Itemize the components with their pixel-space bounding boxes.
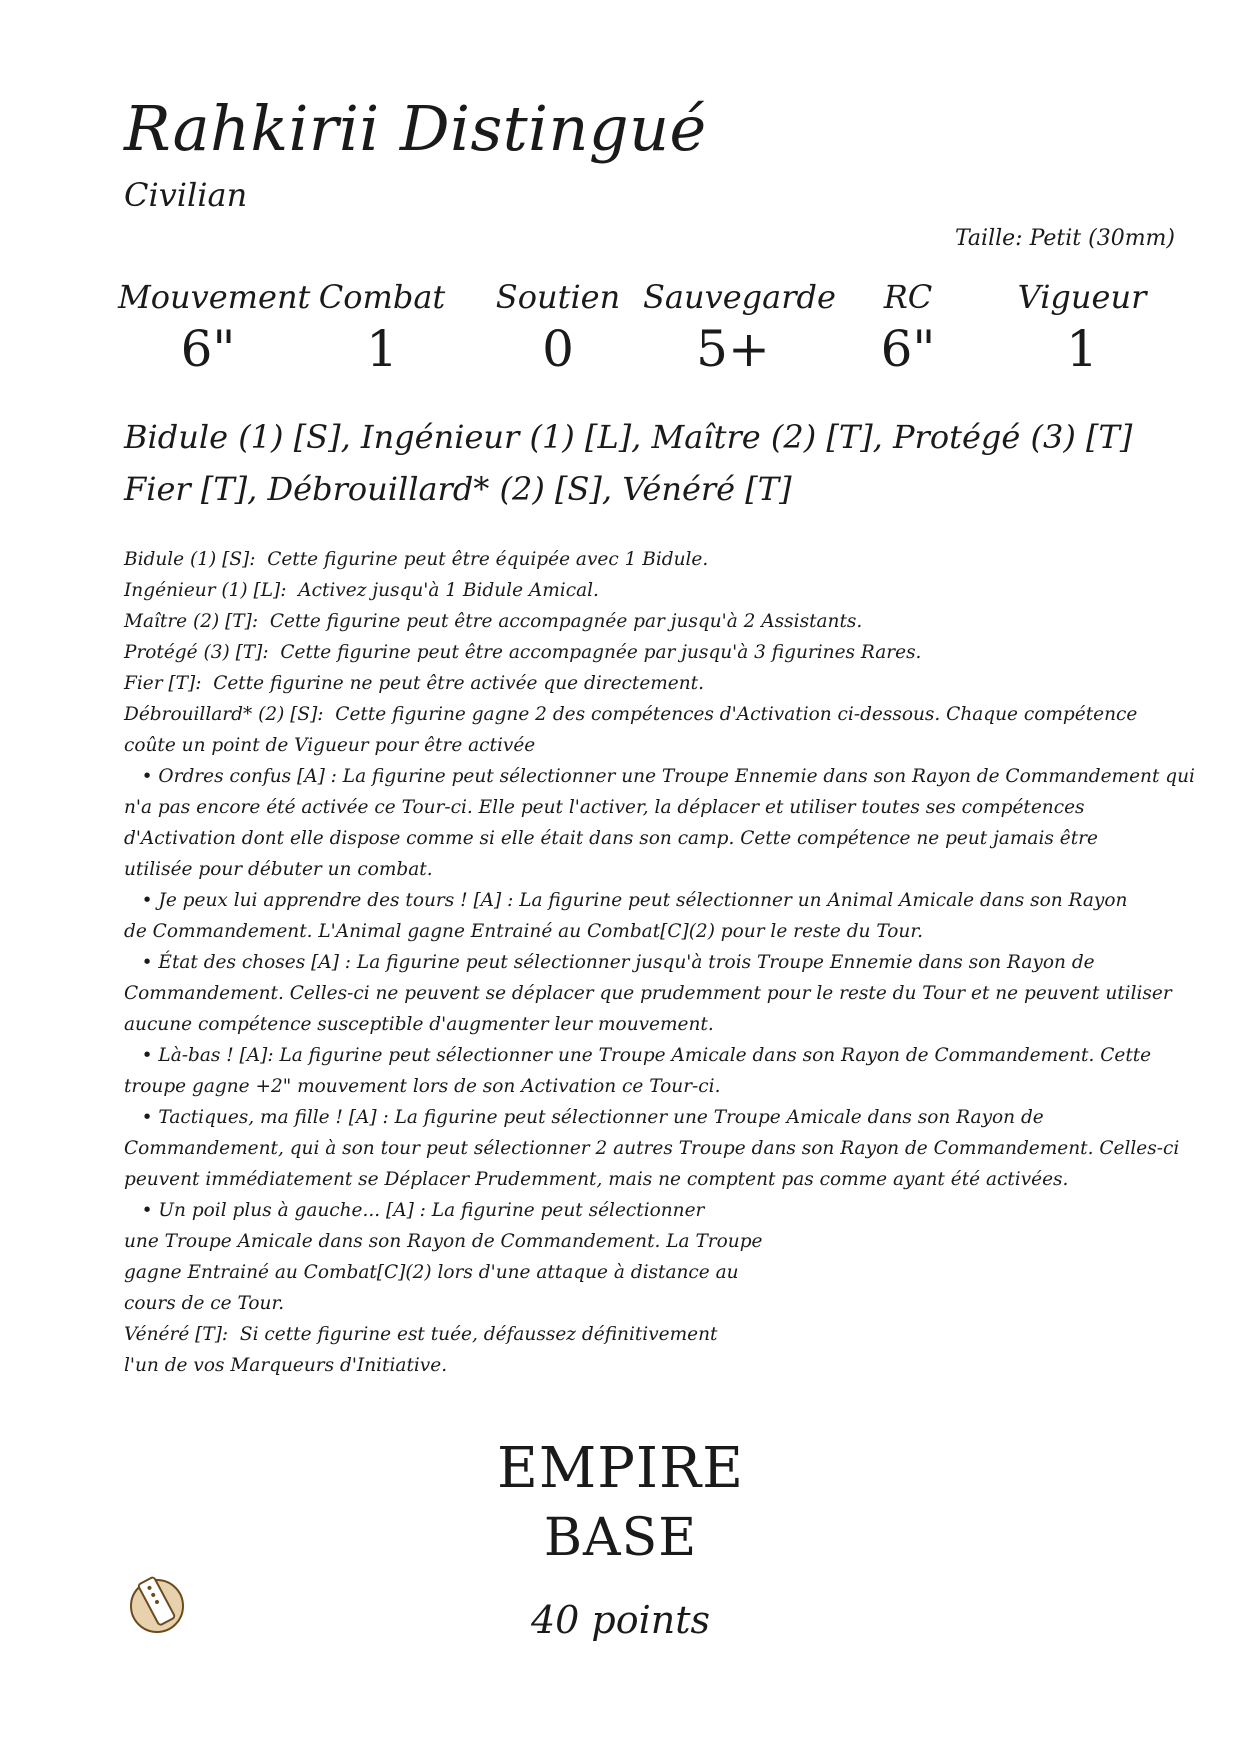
rule-line: • Je peux lui apprendre des tours ! [A] : La figurine peut sélectionner un Animal Amicale dans son Rayon — [124, 890, 1128, 911]
stat-value: 6" — [180, 320, 236, 378]
rule-line: • État des choses [A] : La figurine peut sélectionner jusqu'à trois Troupe Ennemie dans son Rayon de — [124, 952, 1095, 973]
stat-label: Vigueur — [1017, 278, 1147, 316]
stat-movement — [118, 278, 311, 378]
keyword-line-2: Fier [T], Débrouillard* (2) [S], Vénéré [T] — [124, 470, 792, 508]
rule-line: • Là-bas ! [A]: La figurine peut sélectionner une Troupe Amicale dans son Rayon de Commandement. Cette — [124, 1045, 1152, 1066]
rule-line: aucune compétence susceptible d'augmenter leur mouvement. — [124, 1014, 714, 1035]
stat-label: Soutien — [495, 278, 621, 316]
stat-line — [118, 278, 1158, 398]
stat-value: 1 — [1066, 320, 1098, 378]
rules-text — [124, 544, 1195, 1381]
rule-line: Commandement. Celles-ci ne peuvent se déplacer que prudemment pour le reste du Tour et ne peuvent utiliser — [124, 983, 1172, 1004]
rule-line: une Troupe Amicale dans son Rayon de Commandement. La Troupe — [124, 1231, 763, 1252]
stat-value: 6" — [880, 320, 936, 378]
rule-line: troupe gagne +2" mouvement lors de son Activation ce Tour-ci. — [124, 1076, 721, 1097]
unit-type: Civilian — [124, 176, 248, 214]
rule-line: Fier [T]: Cette figurine ne peut être activée que directement. — [124, 673, 704, 694]
rule-line: Débrouillard* (2) [S]: Cette figurine gagne 2 des compétences d'Activation ci-dessous. Chaque compétence — [124, 704, 1138, 725]
stat-soutien — [468, 278, 648, 378]
rule-line: cours de ce Tour. — [124, 1293, 285, 1314]
stat-sauvegarde — [643, 278, 836, 378]
rule-line: n'a pas encore été activée ce Tour-ci. Elle peut l'activer, la déplacer et utiliser toutes ses compétences — [124, 797, 1085, 818]
rule-line: Ingénieur (1) [L]: Activez jusqu'à 1 Bidule Amical. — [124, 580, 599, 601]
ticket-seal-icon — [126, 1572, 188, 1634]
unit-name: Rahkirii Distingué — [124, 92, 707, 165]
base-size: Taille: Petit (30mm) — [954, 226, 1175, 251]
stat-combat — [292, 278, 472, 378]
stat-value: 0 — [542, 320, 574, 378]
rule-line: • Un poil plus à gauche... [A] : La figurine peut sélectionner — [124, 1200, 705, 1221]
stat-label: Combat — [318, 278, 446, 316]
stat-label: RC — [883, 278, 933, 316]
rule-line: coûte un point de Vigueur pour être activée — [124, 735, 536, 756]
rule-line: Bidule (1) [S]: Cette figurine peut être équipée avec 1 Bidule. — [124, 549, 709, 570]
stat-value: 5+ — [696, 320, 770, 378]
rule-line: l'un de vos Marqueurs d'Initiative. — [124, 1355, 448, 1376]
stat-value: 1 — [366, 320, 398, 378]
rule-line: d'Activation dont elle dispose comme si elle était dans son camp. Cette compétence ne peut jamais être — [124, 828, 1098, 849]
rule-line: • Ordres confus [A] : La figurine peut sélectionner une Troupe Ennemie dans son Rayon de Commandement qui — [124, 766, 1195, 787]
rule-line: Vénéré [T]: Si cette figurine est tuée, défaussez définitivement — [124, 1324, 718, 1345]
rule-line: Commandement, qui à son tour peut sélectionner 2 autres Troupe dans son Rayon de Commandement. Celles-ci — [124, 1138, 1180, 1159]
rule-line: Maître (2) [T]: Cette figurine peut être accompagnée par jusqu'à 2 Assistants. — [124, 611, 863, 632]
rule-line: • Tactiques, ma fille ! [A] : La figurine peut sélectionner une Troupe Amicale dans son Rayon de — [124, 1107, 1044, 1128]
subfaction-name: BASE — [543, 1508, 698, 1568]
points-cost: 40 points — [530, 1598, 711, 1642]
faction-name: EMPIRE — [496, 1436, 745, 1501]
stat-vigueur — [992, 278, 1172, 378]
stat-rc — [818, 278, 998, 378]
stat-label: Mouvement — [118, 278, 311, 316]
stat-label: Sauvegarde — [643, 278, 836, 316]
rule-line: gagne Entrainé au Combat[C](2) lors d'une attaque à distance au — [124, 1262, 739, 1283]
rule-line: de Commandement. L'Animal gagne Entrainé au Combat[C](2) pour le reste du Tour. — [124, 921, 924, 942]
rule-line: Protégé (3) [T]: Cette figurine peut être accompagnée par jusqu'à 3 figurines Rares. — [124, 642, 922, 663]
keyword-line-1: Bidule (1) [S], Ingénieur (1) [L], Maître (2) [T], Protégé (3) [T] — [124, 418, 1133, 456]
rule-line: peuvent immédiatement se Déplacer Prudemment, mais ne comptent pas comme ayant été activées. — [124, 1169, 1069, 1190]
rule-line: utilisée pour débuter un combat. — [124, 859, 433, 880]
